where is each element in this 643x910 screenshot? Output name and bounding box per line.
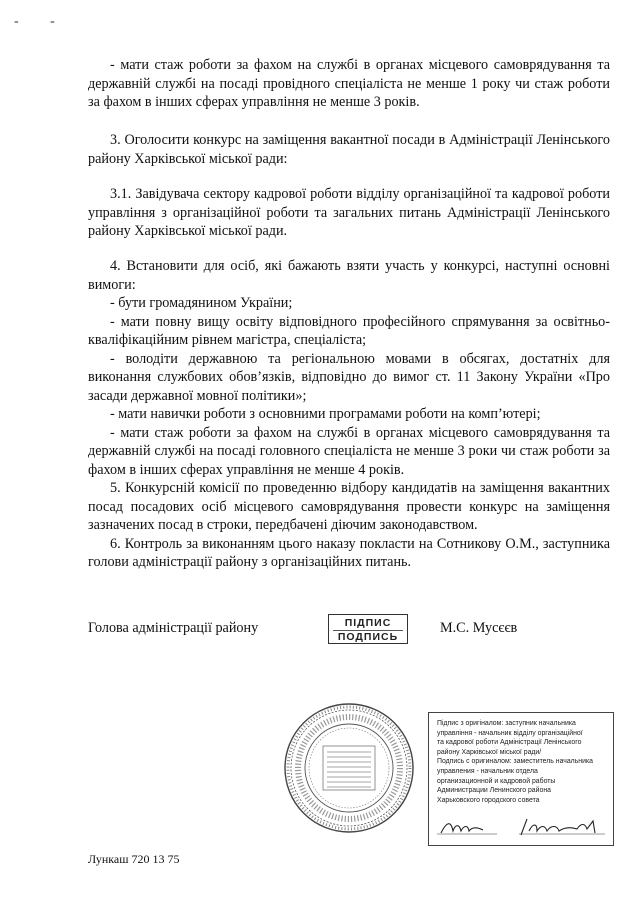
body-text — [88, 56, 610, 112]
cert-line: управления - начальник отдела — [437, 767, 538, 775]
item-3: 3. Оголосити конкурс на заміщення вакантної посади в Адміністрації Ленінського району Харківської міської ради: — [88, 132, 610, 167]
stamp-line-2: ПОДПИСЬ — [333, 630, 403, 643]
body-text-p3 — [88, 131, 610, 168]
item-6: 6. Контроль за виконанням цього наказу покласти на Сотникову О.М., заступника голови адміністрації району з організаційних питань. — [88, 535, 610, 570]
footer-contact: Лункаш 720 13 75 — [88, 852, 180, 866]
certification-stamp — [428, 712, 614, 846]
signature-stamp — [328, 614, 408, 644]
signatory-position: Голова адміністрації району — [88, 620, 259, 636]
cert-line: Администрации Ленинского района — [437, 787, 551, 795]
cert-line: организационной и кадровой работы — [437, 777, 556, 785]
stamp-line-1: ПІДПИС — [344, 617, 392, 629]
item-4: 4. Встановити для осіб, які бажають взяти участь у конкурсі, наступні основні вимоги: — [88, 258, 610, 293]
cert-line: та кадрової роботи Адміністрації Ленінського — [437, 739, 582, 747]
body-text-p31 — [88, 185, 610, 241]
cert-line: району Харківської міської ради/ — [437, 748, 542, 756]
item-3-1: 3.1. Завідувача сектору кадрової роботи відділу організаційної та кадрової роботи управління з організаційної роботи та загальних питань Адміністрації Ленінського району Харківської міської ради. — [88, 186, 610, 239]
requirement-experience-lead: - мати стаж роботи за фахом на службі в органах місцевого самоврядування та державній службі на посаді провідного спеціаліста не менше 1 року чи стаж роботи за фахом в інших сферах управління не менше 3 років. — [88, 57, 610, 110]
req-experience-chief: - мати стаж роботи за фахом на службі в органах місцевого самоврядування та державній службі на посаді головного спеціаліста не менше 3 роки чи стаж роботи за фахом в інших сферах управління не менше 4 років. — [88, 424, 610, 478]
official-seal — [281, 700, 417, 836]
cert-line: Харьковского городского совета — [437, 796, 540, 804]
req-citizenship: - бути громадянином України; — [110, 295, 293, 311]
cert-line: Подпись с оригиналом: заместитель начальника — [437, 758, 593, 766]
cert-line: управління - начальник відділу організаційної — [437, 729, 583, 737]
req-language: - володіти державною та регіональною мовами в обсягах, достатніх для виконання службових обов’язків, відповідно до вимог ст. 11 Закону України «Про засади державної мовної політики»; — [88, 350, 610, 404]
cert-line: Підпис з оригіналом: заступник начальника — [437, 720, 576, 727]
handwritten-signatures — [437, 817, 607, 839]
body-text-p4 — [88, 257, 610, 572]
req-education: - мати повну вищу освіту відповідного професійного спрямування за освітньо-кваліфікаційним рівнем магістра, спеціаліста; — [88, 313, 610, 348]
seal-graphic — [281, 700, 417, 836]
req-computer: - мати навички роботи з основними програмами роботи на комп’ютері; — [110, 406, 541, 422]
item-5: 5. Конкурсній комісії по проведенню відбору кандидатів на заміщення вакантних посад посадових осіб місцевого самоврядування провести конкурс на заміщення зазначених посад в строки, передбачені діючим законодавством. — [88, 480, 610, 533]
top-marks: - - — [14, 14, 69, 29]
signature-row — [88, 614, 610, 643]
signatory-name: М.С. Мусєєв — [440, 620, 518, 636]
